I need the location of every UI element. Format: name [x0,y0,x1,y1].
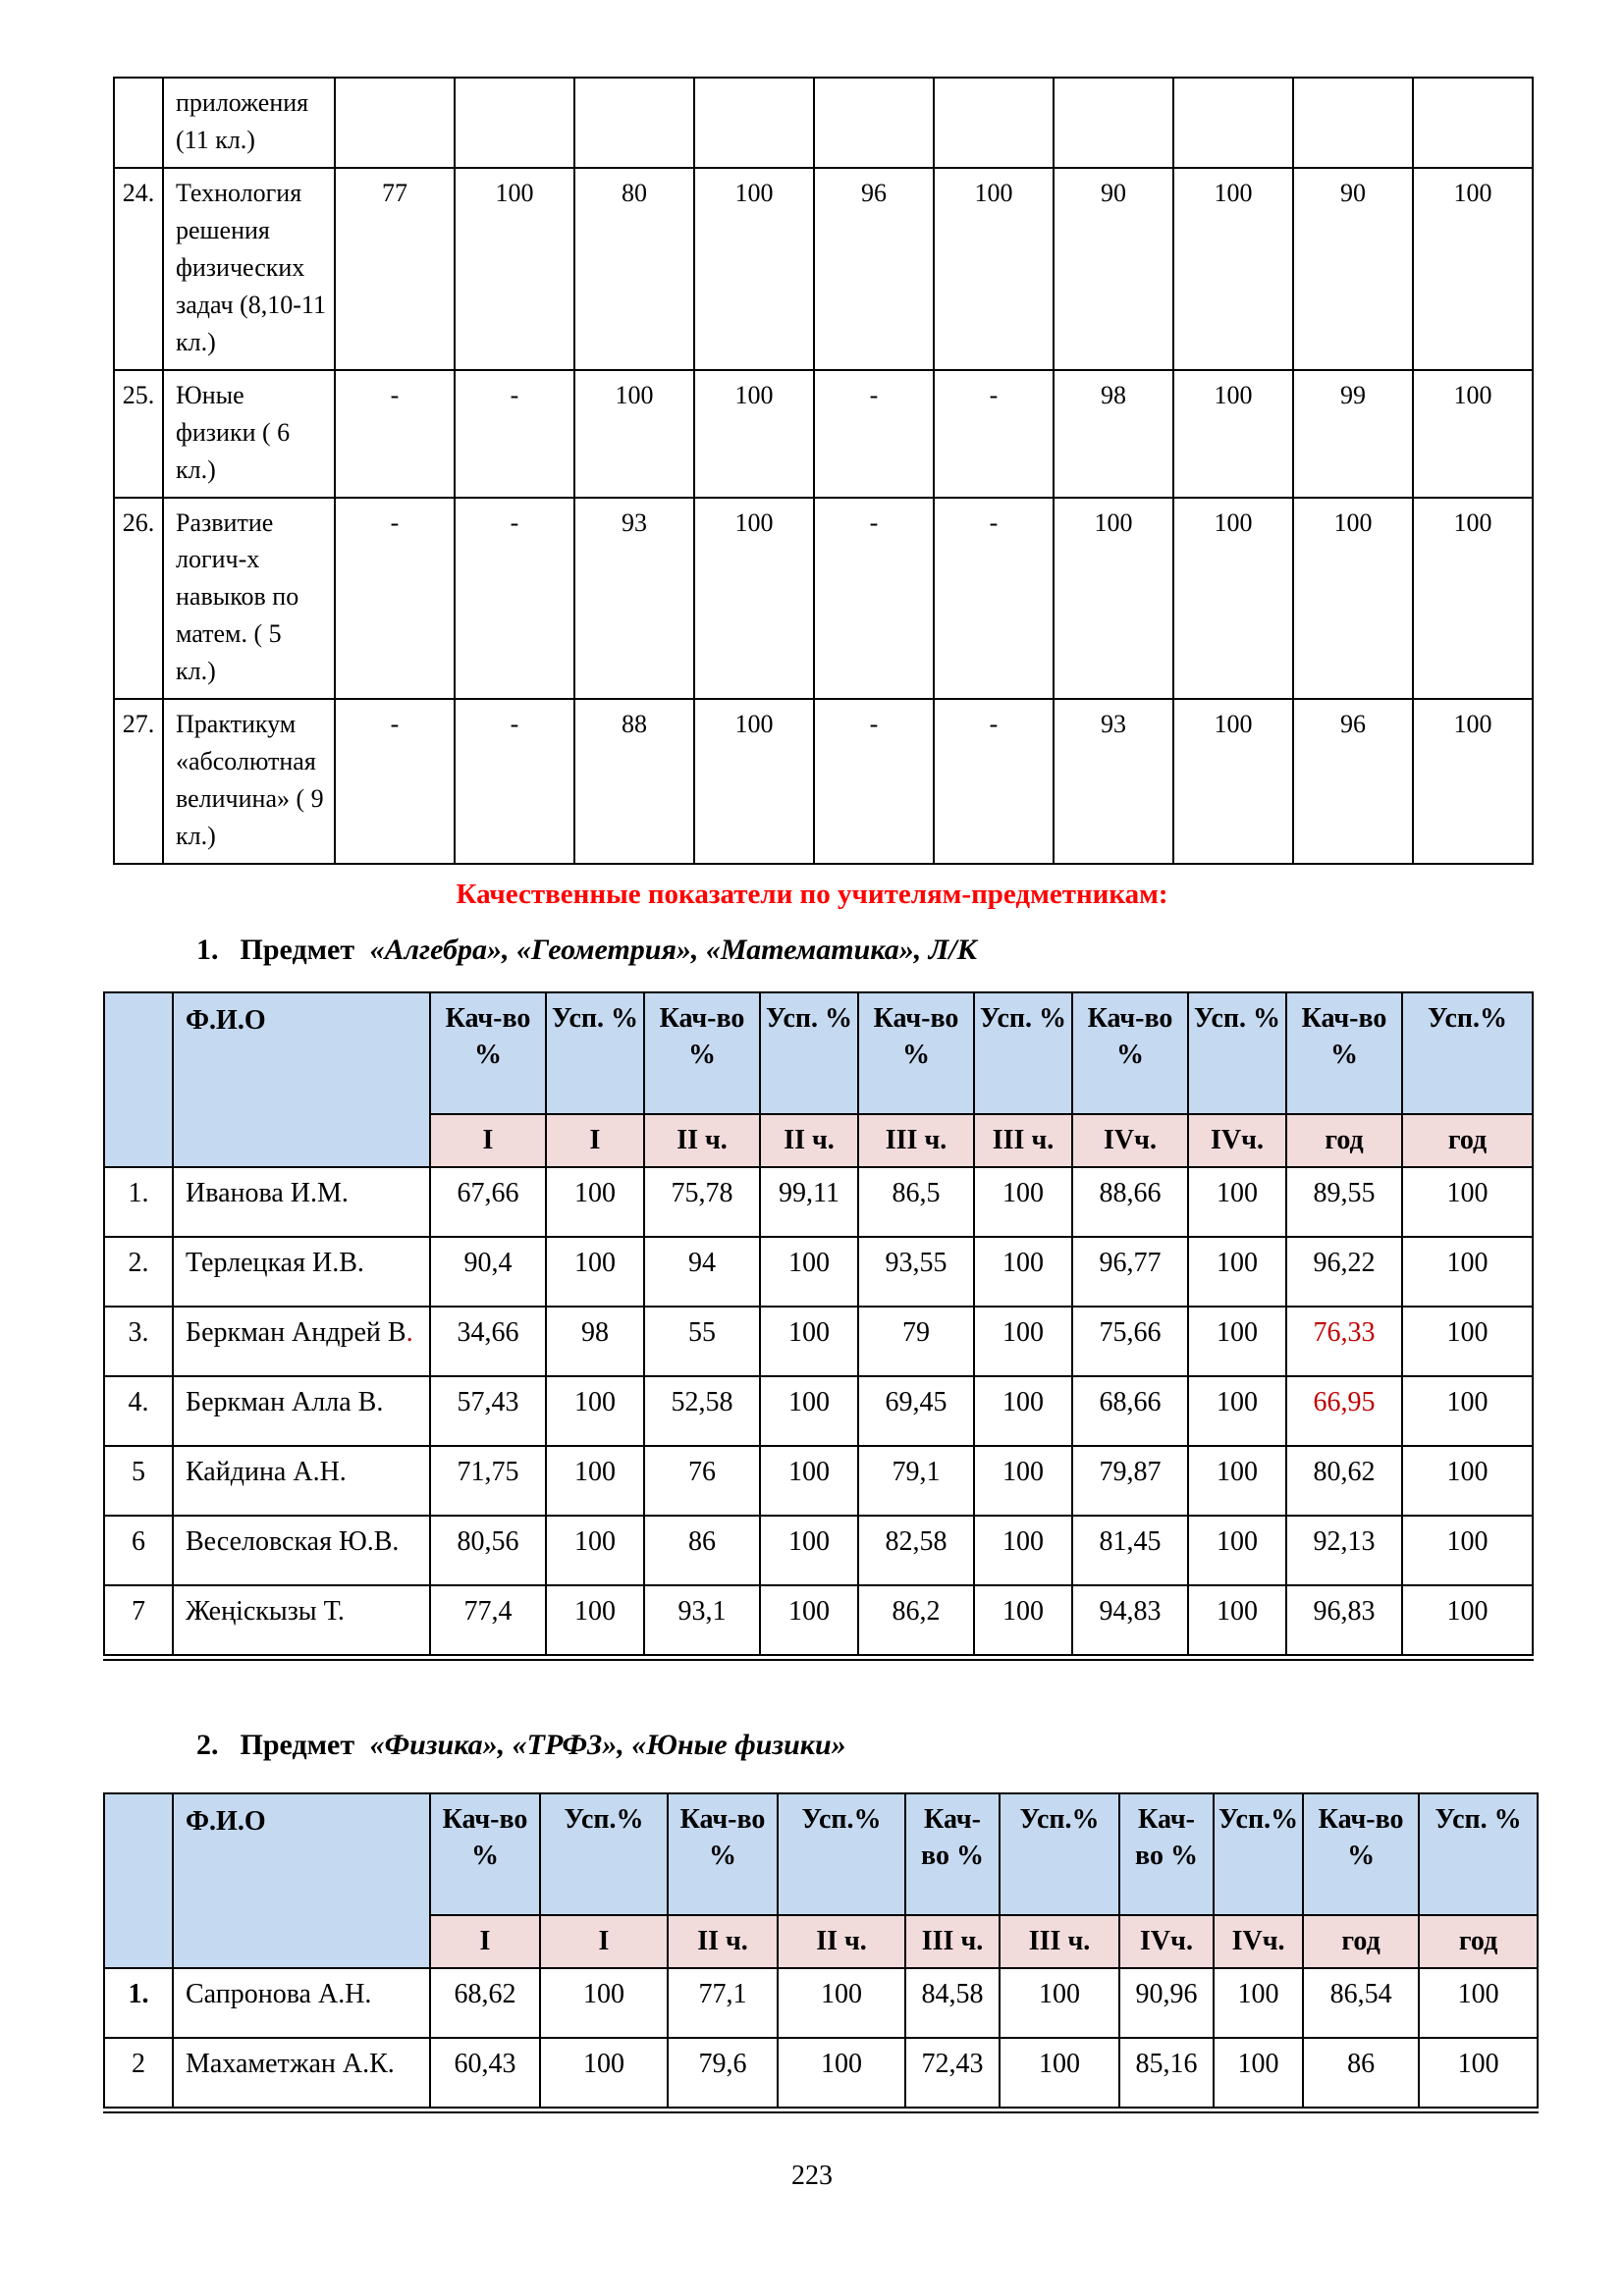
page-number: 223 [791,2161,833,2192]
value-cell: 100 [760,1446,858,1516]
physics-teachers-table [103,1792,1539,2113]
value-cell: 80,62 [1286,1446,1402,1516]
value-cell: - [455,498,574,700]
period-subheader-cell: III ч. [1000,1915,1119,1968]
teacher-row [104,1376,1533,1446]
course-row [114,498,1533,700]
metric-header-cell: Кач-во % [1303,1793,1419,1915]
value-cell: 100 [974,1376,1072,1446]
value-cell: 89,55 [1286,1167,1402,1237]
value-cell: 76 [644,1446,760,1516]
value-cell: - [934,498,1054,700]
value-cell: 77,4 [430,1585,546,1658]
period-subheader-cell: I [430,1915,540,1968]
value-cell: 100 [760,1585,858,1658]
value-cell: 100 [546,1446,644,1516]
value-cell [694,78,814,168]
value-cell: 100 [694,699,814,864]
teacher-name-cell: Терлецкая И.В. [173,1237,430,1307]
value-cell: 98 [546,1307,644,1376]
value-cell [1173,78,1293,168]
value-cell [335,78,455,168]
value-cell: 99,11 [760,1167,858,1237]
value-cell: 86 [1303,2038,1419,2110]
teacher-row [104,1446,1533,1516]
value-cell: 86 [644,1516,760,1585]
value-cell: 100 [1214,2038,1303,2110]
quality-indicators-heading: Качественные показатели по учителям-предметникам: [456,879,1168,911]
course-name-cell: Юные физики ( 6 кл.) [163,370,335,498]
period-subheader-cell: IVч. [1119,1915,1214,1968]
value-cell: 79,6 [668,2038,778,2110]
value-cell: 90 [1293,168,1413,370]
period-subheader-cell: III ч. [974,1114,1072,1167]
value-cell: - [335,370,455,498]
value-cell: 92,13 [1286,1516,1402,1585]
value-cell: 100 [1173,699,1293,864]
value-cell: 100 [974,1237,1072,1307]
period-subheader-cell: год [1303,1915,1419,1968]
period-subheader-cell: II ч. [760,1114,858,1167]
section-1-heading [196,933,1624,968]
row-number-cell: 7 [104,1585,173,1658]
value-cell: 94,83 [1072,1585,1188,1658]
metric-header-cell: Кач-во % [858,992,974,1114]
value-cell: 100 [546,1167,644,1237]
period-subheader-cell: III ч. [905,1915,1000,1968]
metric-header-cell: Усп.% [1214,1793,1303,1915]
row-number-cell: 3. [104,1307,173,1376]
metric-header-cell: Усп. % [760,992,858,1114]
value-cell: - [934,699,1054,864]
value-cell: 72,43 [905,2038,1000,2110]
course-row [114,699,1533,864]
value-cell: 100 [694,498,814,700]
fio-header-cell: Ф.И.О [173,1793,430,1968]
metric-header-cell: Усп.% [778,1793,905,1915]
metric-header-cell: Усп.% [540,1793,668,1915]
value-cell: 100 [546,1376,644,1446]
value-cell: 100 [760,1516,858,1585]
value-cell: 100 [1402,1585,1533,1658]
row-number-cell: 26. [114,498,163,700]
value-cell: 100 [694,168,814,370]
value-cell [455,78,574,168]
value-cell: 100 [974,1307,1072,1376]
period-subheader-cell: III ч. [858,1114,974,1167]
row-number-cell: 2. [104,1237,173,1307]
teacher-row [104,1307,1533,1376]
value-cell: 100 [1054,498,1173,700]
value-cell: 93 [574,498,694,700]
value-cell: 100 [760,1237,858,1307]
value-cell: 100 [1413,370,1533,498]
course-name-cell: приложения (11 кл.) [163,78,335,168]
value-cell: 80,56 [430,1516,546,1585]
value-cell: 100 [1188,1585,1286,1658]
value-cell: 100 [760,1376,858,1446]
teacher-name-cell: Махаметжан А.К. [173,2038,430,2110]
value-cell: 34,66 [430,1307,546,1376]
value-cell [574,78,694,168]
value-cell: 86,5 [858,1167,974,1237]
section-1-subjects: «Алгебра», «Геометрия», «Математика», Л/К [369,934,977,967]
value-cell: 100 [1173,370,1293,498]
teacher-name-cell: Кайдина А.Н. [173,1446,430,1516]
teacher-row [104,1585,1533,1658]
metric-header-cell: Кач-во % [1119,1793,1214,1915]
row-number-cell: 24. [114,168,163,370]
metric-header-cell: Усп. % [1188,992,1286,1114]
value-cell: 90 [1054,168,1173,370]
course-name-cell: Практикум «абсолютная величина» ( 9 кл.) [163,699,335,864]
value-cell: 80 [574,168,694,370]
section-2-heading [196,1728,1624,1763]
metric-header-cell: Кач-во % [430,1793,540,1915]
period-subheader-cell: I [540,1915,668,1968]
value-cell: - [455,370,574,498]
value-cell: 93 [1054,699,1173,864]
value-cell: 100 [1188,1516,1286,1585]
value-cell: 100 [974,1446,1072,1516]
value-cell: 100 [1214,1968,1303,2038]
value-cell: 100 [1188,1376,1286,1446]
teacher-name-cell: Беркман Алла В. [173,1376,430,1446]
value-cell: 100 [1419,1968,1538,2038]
value-cell: 79,1 [858,1446,974,1516]
value-cell: 100 [455,168,574,370]
value-cell: 100 [974,1585,1072,1658]
value-cell: 84,58 [905,1968,1000,2038]
row-number-cell: 6 [104,1516,173,1585]
value-cell [814,78,934,168]
value-cell: 100 [1402,1516,1533,1585]
value-cell: 96,22 [1286,1237,1402,1307]
value-cell: 100 [934,168,1054,370]
value-cell: 67,66 [430,1167,546,1237]
teacher-name-cell: Иванова И.М. [173,1167,430,1237]
metric-header-cell: Кач-во % [430,992,546,1114]
value-cell: 93,1 [644,1585,760,1658]
course-row [114,78,1533,168]
value-cell: 100 [1419,2038,1538,2110]
section-1-label: Предмет [240,934,355,967]
row-number-cell: 2 [104,2038,173,2110]
value-cell: 93,55 [858,1237,974,1307]
value-cell: 98 [1054,370,1173,498]
header-row [104,992,1533,1114]
value-cell: 100 [1402,1307,1533,1376]
value-cell: 100 [1413,498,1533,700]
row-number-cell: 25. [114,370,163,498]
teacher-row [104,1516,1533,1585]
value-cell: 100 [546,1516,644,1585]
value-cell: 88 [574,699,694,864]
teacher-row [104,1237,1533,1307]
row-number-cell: 1. [104,1968,173,2038]
value-cell: 100 [1402,1237,1533,1307]
metric-header-cell: Усп.% [1402,992,1533,1114]
value-cell: 100 [1293,498,1413,700]
value-cell: 96 [1293,699,1413,864]
value-cell: 90,96 [1119,1968,1214,2038]
metric-header-cell: Кач-во % [1072,992,1188,1114]
value-cell: 82,58 [858,1516,974,1585]
value-cell: 100 [1188,1307,1286,1376]
value-cell [1293,78,1413,168]
value-cell: 79,87 [1072,1446,1188,1516]
teacher-name-cell: Сапронова А.Н. [173,1968,430,2038]
course-name-cell: Развитие логич-х навыков по матем. ( 5 кл.) [163,498,335,700]
value-cell: 75,66 [1072,1307,1188,1376]
metric-header-cell: Усп. % [546,992,644,1114]
value-cell: 90,4 [430,1237,546,1307]
value-cell: 100 [1000,1968,1119,2038]
value-cell [1413,78,1533,168]
value-cell: 75,78 [644,1167,760,1237]
header-row [104,1793,1538,1915]
value-cell: 55 [644,1307,760,1376]
metric-header-cell: Кач-во % [1286,992,1402,1114]
period-subheader-cell: IVч. [1188,1114,1286,1167]
value-cell [1054,78,1173,168]
value-cell: 100 [1402,1167,1533,1237]
metric-header-cell: Усп.% [1000,1793,1119,1915]
section-2-label: Предмет [240,1729,355,1762]
value-cell: 100 [540,2038,668,2110]
teacher-name-cell: Веселовская Ю.В. [173,1516,430,1585]
value-cell: 100 [546,1585,644,1658]
metric-header-cell: Усп. % [1419,1793,1538,1915]
header-corner-cell [104,1793,173,1968]
value-cell: 57,43 [430,1376,546,1446]
section-2-subjects: «Физика», «ТРФЗ», «Юные физики» [369,1729,846,1762]
value-cell: 100 [778,1968,905,2038]
teacher-row [104,1167,1533,1237]
value-cell: 88,66 [1072,1167,1188,1237]
teacher-row [104,2038,1538,2110]
row-number-cell: 5 [104,1446,173,1516]
metric-header-cell: Кач-во % [644,992,760,1114]
section-2-number: 2. [196,1729,219,1762]
section-1-number: 1. [196,934,219,967]
teacher-name-cell: Жеңіскызы Т. [173,1585,430,1658]
value-cell: 100 [1413,168,1533,370]
row-number-cell: 27. [114,699,163,864]
value-cell: 100 [1402,1446,1533,1516]
period-subheader-cell: II ч. [778,1915,905,1968]
metric-header-cell: Усп. % [974,992,1072,1114]
value-cell: 100 [974,1516,1072,1585]
value-cell: 79 [858,1307,974,1376]
period-subheader-cell: I [430,1114,546,1167]
value-cell: 96 [814,168,934,370]
header-corner-cell [104,992,173,1167]
value-cell: 100 [1173,168,1293,370]
value-cell: 100 [1000,2038,1119,2110]
value-cell: 100 [1173,498,1293,700]
period-subheader-cell: год [1402,1114,1533,1167]
value-cell: 86,2 [858,1585,974,1658]
row-number-cell [114,78,163,168]
value-cell: 99 [1293,370,1413,498]
teacher-row [104,1968,1538,2038]
value-cell: 96,83 [1286,1585,1402,1658]
value-cell: 100 [778,2038,905,2110]
value-cell: 68,66 [1072,1376,1188,1446]
value-cell: 77 [335,168,455,370]
period-subheader-cell: I [546,1114,644,1167]
value-cell: - [455,699,574,864]
metric-header-cell: Кач-во % [668,1793,778,1915]
period-subheader-cell: IVч. [1214,1915,1303,1968]
course-row [114,370,1533,498]
math-teachers-table [103,991,1534,1661]
period-subheader-cell: IVч. [1072,1114,1188,1167]
value-cell: 71,75 [430,1446,546,1516]
value-cell: 100 [760,1307,858,1376]
value-cell: 100 [694,370,814,498]
value-cell: 81,45 [1072,1516,1188,1585]
fio-header-cell: Ф.И.О [173,992,430,1167]
value-cell: 100 [1413,699,1533,864]
row-number-cell: 4. [104,1376,173,1446]
value-cell: 100 [540,1968,668,2038]
row-number-cell: 1. [104,1167,173,1237]
value-cell: 100 [1188,1237,1286,1307]
value-cell: - [934,370,1054,498]
value-cell: - [814,370,934,498]
period-subheader-cell: II ч. [644,1114,760,1167]
value-cell: 94 [644,1237,760,1307]
value-cell: 86,54 [1303,1968,1419,2038]
value-cell: 76,33 [1286,1307,1402,1376]
value-cell: 85,16 [1119,2038,1214,2110]
courses-results-table [113,77,1534,865]
value-cell: 69,45 [858,1376,974,1446]
value-cell: 100 [974,1167,1072,1237]
metric-header-cell: Кач-во % [905,1793,1000,1915]
value-cell: 100 [1188,1167,1286,1237]
value-cell: 100 [546,1237,644,1307]
value-cell: 68,62 [430,1968,540,2038]
course-name-cell: Технология решения физических задач (8,10-11 кл.) [163,168,335,370]
value-cell: - [814,498,934,700]
value-cell: 60,43 [430,2038,540,2110]
period-subheader-cell: II ч. [668,1915,778,1968]
value-cell: 66,95 [1286,1376,1402,1446]
value-cell: 96,77 [1072,1237,1188,1307]
red-period: . [406,1317,413,1349]
value-cell: 100 [1188,1446,1286,1516]
value-cell: 100 [574,370,694,498]
value-cell: - [814,699,934,864]
value-cell: 52,58 [644,1376,760,1446]
value-cell: - [335,699,455,864]
value-cell: - [335,498,455,700]
value-cell: 77,1 [668,1968,778,2038]
value-cell: 100 [1402,1376,1533,1446]
value-cell [934,78,1054,168]
period-subheader-cell: год [1286,1114,1402,1167]
course-row [114,168,1533,370]
period-subheader-cell: год [1419,1915,1538,1968]
teacher-name-cell: Беркман Андрей В. [173,1307,430,1376]
